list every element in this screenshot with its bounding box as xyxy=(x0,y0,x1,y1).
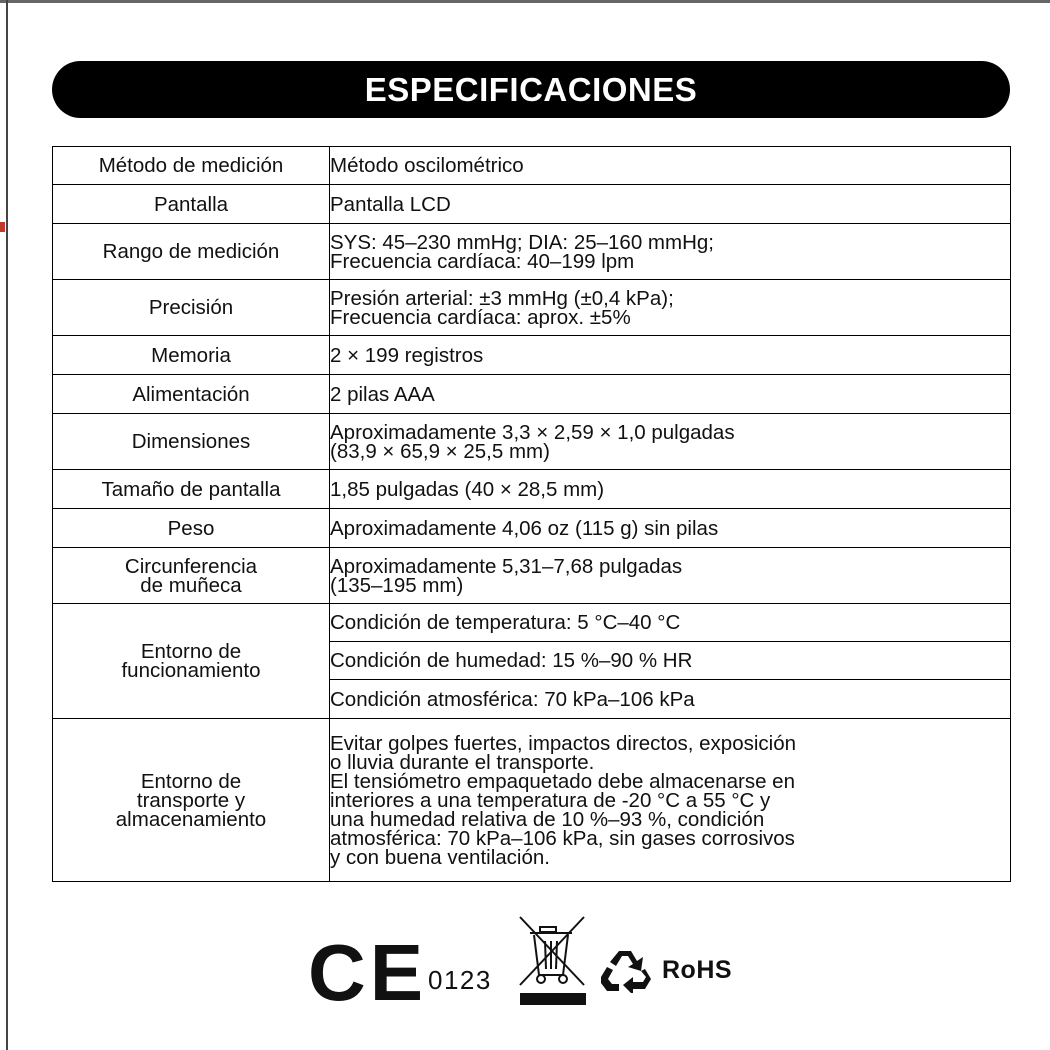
value-text: Aproximadamente 5,31–7,68 pulgadas (135–195 mm) xyxy=(330,554,683,597)
table-row xyxy=(53,604,1011,642)
row-value xyxy=(330,604,1011,642)
value-text: 1,85 pulgadas (40 × 28,5 mm) xyxy=(330,477,605,501)
label-text: Peso xyxy=(167,516,215,540)
value-text: 2 pilas AAA xyxy=(330,382,435,406)
table-row xyxy=(53,548,1011,604)
label-text: Dimensiones xyxy=(131,430,251,453)
label-text: Tamaño de pantalla xyxy=(101,477,281,501)
row-label xyxy=(53,548,330,604)
value-text: Condición de humedad: 15 %–90 % HR xyxy=(330,649,693,672)
row-value xyxy=(330,336,1011,375)
row-label xyxy=(53,719,330,882)
row-value xyxy=(330,224,1011,280)
value-text: 2 × 199 registros xyxy=(330,343,484,367)
table-row xyxy=(53,719,1011,882)
label-text: Precisión xyxy=(148,296,234,319)
specifications-table xyxy=(52,146,1011,882)
value-text: Evitar golpes fuertes, impactos directos, exposición o lluvia durante el transporte. El tensiómetro empaquetado debe almacenarse en interiores a una temperatura de -20 °C a 55 °C y una humedad relativa de 10 %–93 %, condición atmosférica: 70 kPa–106 kPa, sin gases corrosivos y con buena ventilación. xyxy=(330,731,797,869)
row-label xyxy=(53,185,330,224)
row-label xyxy=(53,224,330,280)
value-text: Aproximadamente 4,06 oz (115 g) sin pilas xyxy=(330,516,719,540)
row-label xyxy=(53,604,330,719)
row-label xyxy=(53,375,330,414)
row-value xyxy=(330,185,1011,224)
row-value xyxy=(330,642,1011,680)
notified-body-number: 0123 xyxy=(428,965,492,995)
table-row xyxy=(53,375,1011,414)
table-row xyxy=(53,147,1011,185)
label-text: Método de medición xyxy=(98,154,284,177)
label-text: Pantalla xyxy=(153,192,229,216)
row-value xyxy=(330,147,1011,185)
table-row xyxy=(53,185,1011,224)
row-label xyxy=(53,470,330,509)
row-value xyxy=(330,680,1011,719)
title-banner xyxy=(52,61,1010,118)
label-text: Memoria xyxy=(151,343,231,367)
label-text: Alimentación xyxy=(132,382,250,406)
value-text: SYS: 45–230 mmHg; DIA: 25–160 mmHg; Frecuencia cardíaca: 40–199 lpm xyxy=(330,230,714,273)
edge-mark xyxy=(0,222,5,232)
certification-logos xyxy=(300,905,770,1015)
table-row xyxy=(53,280,1011,336)
value-text: Pantalla LCD xyxy=(330,192,451,216)
value-text: Aproximadamente 3,3 × 2,59 × 1,0 pulgadas (83,9 × 65,9 × 25,5 mm) xyxy=(330,420,735,463)
value-text: Condición atmosférica: 70 kPa–106 kPa xyxy=(330,687,695,711)
label-text: Rango de medición xyxy=(102,240,280,263)
value-text: Presión arterial: ±3 mmHg (±0,4 kPa); Frecuencia cardíaca: aprox. ±5% xyxy=(330,286,674,329)
row-value xyxy=(330,470,1011,509)
label-text: Entorno de transporte y almacenamiento xyxy=(115,769,267,831)
page-top-border xyxy=(0,0,1050,3)
table-row xyxy=(53,224,1011,280)
label-text: Circunferencia de muñeca xyxy=(124,554,258,597)
value-text: Método oscilométrico xyxy=(330,154,524,177)
row-value xyxy=(330,414,1011,470)
row-label xyxy=(53,509,330,548)
row-value xyxy=(330,375,1011,414)
row-label xyxy=(53,280,330,336)
table-row xyxy=(53,336,1011,375)
weee-crossed-bin-icon xyxy=(512,913,594,1009)
page-left-border xyxy=(6,0,8,1050)
table-row xyxy=(53,509,1011,548)
row-label xyxy=(53,147,330,185)
row-label xyxy=(53,336,330,375)
row-value xyxy=(330,509,1011,548)
rohs-mark: RoHS xyxy=(662,956,733,984)
ce-mark-icon: CE xyxy=(308,928,428,1017)
recycle-icon xyxy=(597,947,657,993)
row-value xyxy=(330,548,1011,604)
row-value xyxy=(330,280,1011,336)
label-text: Entorno de funcionamiento xyxy=(121,640,261,682)
page-title: ESPECIFICACIONES xyxy=(364,70,698,108)
row-label xyxy=(53,414,330,470)
table-row xyxy=(53,470,1011,509)
value-text: Condición de temperatura: 5 °C–40 °C xyxy=(330,611,681,634)
row-value xyxy=(330,719,1011,882)
table-row xyxy=(53,414,1011,470)
